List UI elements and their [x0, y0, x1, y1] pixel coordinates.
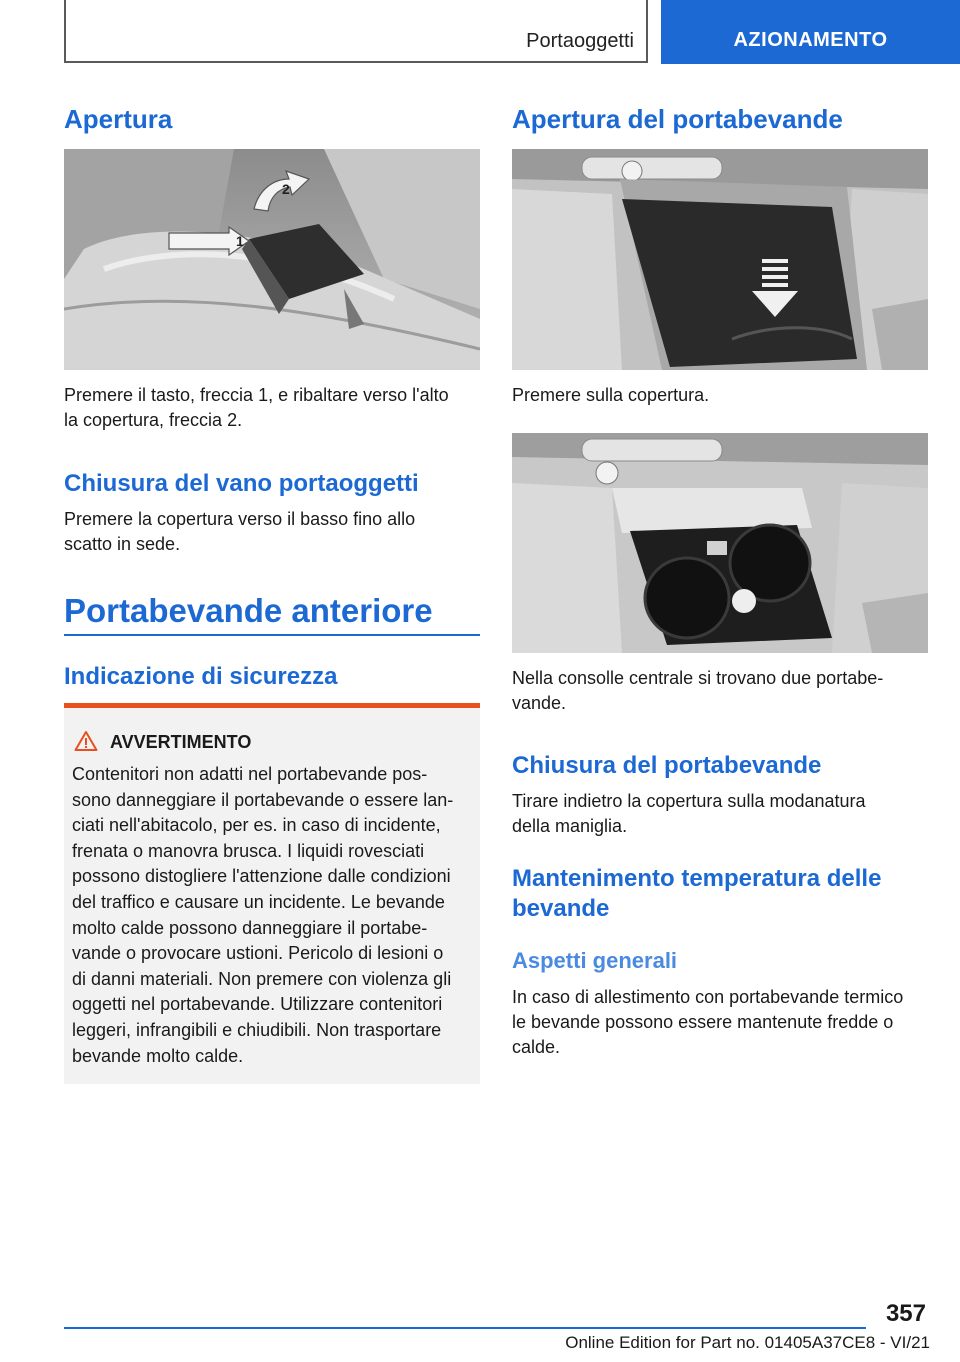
arrow-label-1: 1	[236, 233, 244, 249]
edition-footer: Online Edition for Part no. 01405A37CE8 - VI/21	[565, 1333, 930, 1352]
photo-cupholder-closed	[512, 149, 928, 370]
heading-aspetti-generali: Aspetti generali	[512, 948, 678, 973]
section-title: Portaoggetti	[526, 30, 634, 52]
paragraph-aspetti: In caso di allestimento con portabevande termico le bevande possono essere mantenute fredde o calde.	[512, 987, 904, 1057]
photo-glovebox-open	[64, 149, 480, 370]
chapter-tab	[661, 0, 960, 64]
paragraph-chiusura-portabevande: Tirare indietro la copertura sulla modanatura della maniglia.	[512, 791, 866, 836]
warning-box	[64, 708, 480, 1084]
paragraph-apertura: Premere il tasto, freccia 1, e ribaltare verso l'alto la copertura, freccia 2.	[64, 385, 449, 430]
heading-indicazione: Indicazione di sicurezza	[64, 663, 338, 690]
heading-chiusura-portabevande: Chiusura del portabevande	[512, 752, 822, 779]
paragraph-chiusura: Premere la copertura verso il basso fino allo scatto in sede.	[64, 509, 416, 554]
heading-apertura: Apertura	[64, 104, 173, 134]
footer-rule	[64, 1327, 866, 1329]
heading-rule	[64, 634, 480, 636]
warning-triangle-icon	[74, 730, 98, 752]
paragraph-premere-copertura: Premere sulla copertura.	[512, 385, 710, 405]
warning-text: Contenitori non adatti nel portabevande pos- sono danneggiare il portabevande o essere lan- ciati nell'abitacolo, per es. in caso di incidente, frenata o manovra brusca. I liquidi rovesciati possono distogliere l'attenzione dalle condizioni del traffico e causare un incidente. Le bevande molto calde possono danneggiare il portabe- vande o provocare ustioni. Pericolo di lesioni o di danni materiali. Non premere con violenza gli oggetti nel portabevande. Utilizzare contenitori leggeri, infrangibili e chiudibili. Non trasportare bevande molto calde.	[72, 764, 454, 1066]
photo-cupholder-open	[512, 433, 928, 653]
page-number: 357	[885, 1300, 926, 1327]
running-header	[64, 0, 648, 63]
heading-portabevande: Portabevande anteriore	[64, 592, 433, 629]
heading-mantenimento: Mantenimento temperatura delle bevande	[512, 865, 882, 922]
arrow-label-2: 2	[282, 181, 290, 197]
warning-title: AVVERTIMENTO	[110, 732, 252, 752]
chapter-title: AZIONAMENTO	[733, 29, 888, 51]
heading-chiusura: Chiusura del vano portaoggetti	[64, 470, 419, 497]
paragraph-consolle: Nella consolle centrale si trovano due portabe- vande.	[512, 668, 884, 713]
heading-apertura-portabevande: Apertura del portabevande	[512, 104, 843, 134]
